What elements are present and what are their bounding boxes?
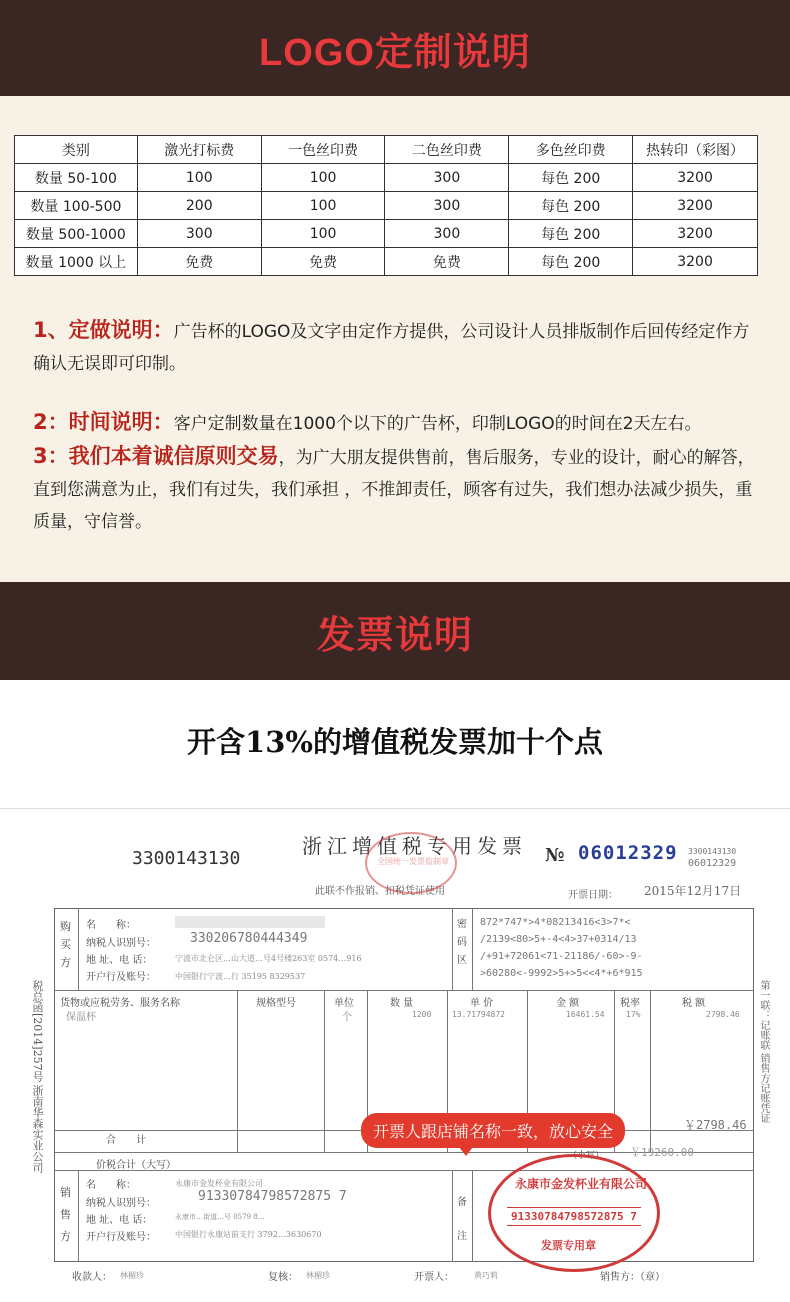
invoice-side-right: 第一联：记账联 销售方记账凭证: [758, 980, 769, 1124]
items-header-amount: 金 额: [556, 998, 580, 1009]
reviewer: 林楣珍: [306, 1271, 330, 1280]
invoice-title: 浙江增值税专用发票: [302, 834, 527, 858]
items-header-rate: 税率: [620, 998, 640, 1009]
invoice-code: 3300143130: [132, 848, 241, 869]
buyer-field-name: 名 称：: [86, 920, 136, 931]
table-header: 一色丝印费: [261, 136, 385, 164]
note-3-text: ，为广大朋友提供售前，售后服务，专业的设计，耐心的解答，直到您满意为止，我们有过失，我们承担 ，不推卸责任，顾客有过失，我们想办法减少损失，重质量，守信誉。: [33, 448, 755, 532]
seller-bank: 中国银行永康站前支行 3792…3630670: [175, 1230, 322, 1239]
item-price: 13.71794872: [452, 1010, 505, 1019]
item-qty: 1200: [412, 1010, 432, 1019]
note-1-text: 广告杯的LOGO及文字由定作方提供，公司设计人员排版制作后回传经定作方确认无误即可印制。: [33, 322, 750, 374]
table-cell: 100: [137, 164, 261, 192]
table-cell: 300: [385, 164, 509, 192]
seller-stamp-type: 发票专用章: [541, 1239, 596, 1252]
buyer-field-bank: 开户行及账号：: [86, 972, 156, 983]
seller-tooltip: 开票人跟店铺名称一致，放心安全: [361, 1113, 625, 1148]
table-cell: 300: [137, 220, 261, 248]
item-amount: 16461.54: [566, 1010, 605, 1019]
seller-field-bank: 开户行及账号：: [86, 1232, 156, 1243]
table-header: 激光打标费: [137, 136, 261, 164]
item-unit: 个: [342, 1012, 352, 1023]
invoice-banner: [0, 582, 790, 680]
table-cell: 每色 200: [509, 248, 633, 276]
table-cell: 免费: [385, 248, 509, 276]
invoice-number: 06012329: [578, 842, 678, 864]
table-row: [15, 164, 758, 192]
table-header-row: [15, 136, 758, 164]
price-table: [14, 135, 758, 276]
buyer-field-taxid: 纳税人识别号：: [86, 938, 156, 949]
table-cell: 100: [261, 220, 385, 248]
subtotal-tax: ￥2798.46: [684, 1118, 747, 1132]
password-area-label: 密码区: [457, 919, 467, 966]
buyer-label: 购买方: [60, 920, 71, 969]
reviewer-label: 复核：: [268, 1272, 298, 1283]
notes-label: 备注: [457, 1197, 467, 1242]
item-tax: 2798.46: [706, 1010, 740, 1019]
table-header: 热转印（彩图）: [633, 136, 758, 164]
table-cell: 免费: [137, 248, 261, 276]
items-header-name: 货物或应税劳务、服务名称: [60, 998, 180, 1009]
table-cell: 300: [385, 192, 509, 220]
subtotal-label: 合 计: [106, 1135, 146, 1146]
payee: 林楣珍: [120, 1271, 144, 1280]
items-header-qty: 数 量: [390, 998, 414, 1009]
invoice-section-title: 发票说明: [316, 614, 473, 657]
table-cell: 3200: [633, 164, 758, 192]
custom-notes: [33, 314, 763, 538]
invoice-image: [0, 790, 790, 1302]
table-row: [15, 248, 758, 276]
invoice-no-label: №: [545, 845, 565, 866]
invoice-date: 2015年12月17日: [644, 884, 742, 898]
seller-field-name: 名 称：: [86, 1180, 136, 1191]
table-cell: 100: [261, 164, 385, 192]
buyer-name-redacted: [175, 916, 325, 928]
buyer-address: 宁波市北仑区…山大道…号4号楼263室 0574…916: [175, 954, 362, 963]
seller-invoice-stamp: [488, 1154, 660, 1272]
buyer-taxid: 330206780444349: [190, 931, 308, 946]
total-label: 价税合计（大写）: [96, 1160, 176, 1171]
note-2-lead: 2：时间说明：: [33, 410, 174, 434]
seller-label: 销售方: [60, 1186, 71, 1243]
table-cell: 每色 200: [509, 164, 633, 192]
invoice-subtitle: 此联不作报销、扣税凭证使用: [315, 886, 445, 897]
table-header: 多色丝印费: [509, 136, 633, 164]
seller-seal-label: 销售方：（章）: [600, 1272, 665, 1283]
total-small: ￥19260.00: [630, 1146, 694, 1159]
table-cell: 200: [137, 192, 261, 220]
seller-field-address: 地 址、电 话：: [86, 1215, 153, 1226]
buyer-bank: 中国银行宁波…行 35195 8329537: [175, 972, 306, 981]
table-row: [15, 192, 758, 220]
tax-bureau-stamp: [365, 832, 457, 894]
note-2-text: 客户定制数量在1000个以下的广告杯，印制LOGO的时间在2天左右。: [173, 414, 702, 434]
invoice-date-label: 开票日期：: [568, 890, 618, 901]
invoice-number-small: 3300143130 06012329: [688, 847, 737, 869]
logo-section-title: LOGO定制说明: [259, 31, 531, 74]
note-3-lead: 3：我们本着诚信原则交易: [33, 444, 279, 468]
seller-stamp-id: 91330784798572875 7: [507, 1207, 641, 1226]
items-header-unit: 单位: [334, 998, 354, 1009]
item-name: 保温杯: [66, 1012, 96, 1023]
items-header-spec: 规格型号: [256, 998, 296, 1009]
payee-label: 收款人：: [72, 1272, 112, 1283]
table-row: [15, 220, 758, 248]
table-cell: 3200: [633, 248, 758, 276]
drawer: 黄巧莉: [474, 1271, 498, 1280]
seller-field-taxid: 纳税人识别号：: [86, 1198, 156, 1209]
table-cell: 300: [385, 220, 509, 248]
table-cell: 每色 200: [509, 192, 633, 220]
logo-banner: [0, 0, 790, 96]
seller-stamp-name: 永康市金发杯业有限公司: [515, 1177, 648, 1191]
items-header-tax: 税 额: [682, 998, 706, 1009]
table-cell: 数量 500-1000: [15, 220, 138, 248]
table-cell: 数量 50-100: [15, 164, 138, 192]
table-header: 二色丝印费: [385, 136, 509, 164]
seller-address: 永康市…街道…号 0579 8…: [175, 1213, 265, 1221]
drawer-label: 开票人：: [414, 1272, 454, 1283]
items-header-price: 单 价: [470, 998, 494, 1009]
note-1-lead: 1、定做说明：: [33, 318, 174, 342]
table-cell: 免费: [261, 248, 385, 276]
note-1: [33, 314, 763, 380]
table-cell: 100: [261, 192, 385, 220]
table-header: 类别: [15, 136, 138, 164]
table-cell: 数量 100-500: [15, 192, 138, 220]
table-cell: 数量 1000 以上: [15, 248, 138, 276]
seller-name: 永康市金发杯业有限公司: [175, 1179, 263, 1188]
table-cell: 3200: [633, 220, 758, 248]
invoice-side-left: 税总函[2014]257号 浙南华森实业公司: [31, 980, 44, 1174]
seller-taxid: 91330784798572875 7: [198, 1189, 347, 1204]
item-rate: 17%: [626, 1010, 641, 1019]
tax-stamp-text: 全国统一发票监制章: [377, 857, 449, 866]
table-cell: 每色 200: [509, 220, 633, 248]
buyer-field-address: 地 址、电 话：: [86, 955, 153, 966]
password-area: 872*747*>4*08213416<3>7*< /2139<80>5+-4<4>37+0314/13 /+91+72061<71-21186/-60>-9- >60280<-9992>5+>5<<4*+6*915: [480, 917, 643, 979]
note-3: [33, 440, 763, 538]
note-2: [33, 406, 763, 440]
tax-heading: 开含13%的增值税发票加十个点: [187, 725, 603, 759]
total-small-label: （小写）: [568, 1151, 605, 1161]
table-cell: 3200: [633, 192, 758, 220]
